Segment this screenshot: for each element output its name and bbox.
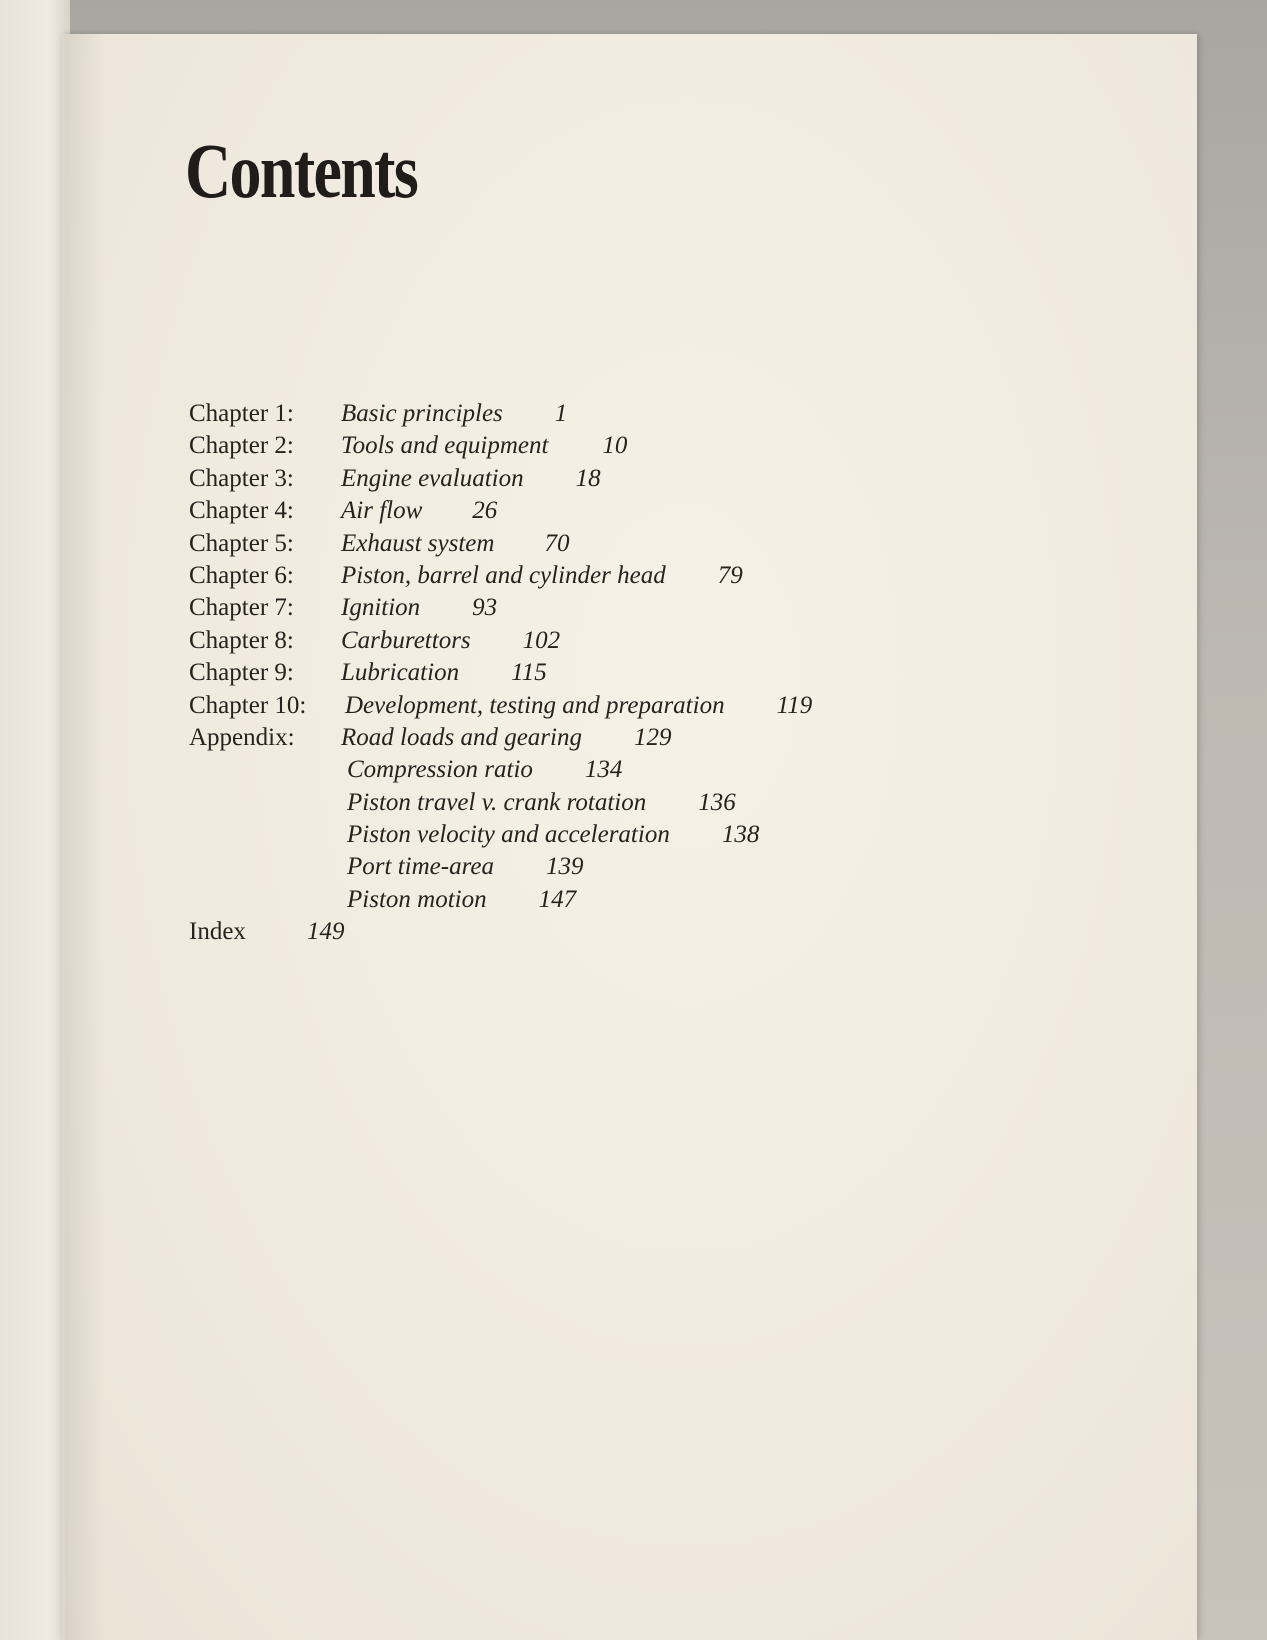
toc-row [189, 465, 1089, 497]
toc-entry [347, 853, 583, 881]
toc-page-number: 134 [584, 756, 623, 784]
toc-label: Appendix: [189, 723, 295, 751]
page-title: Contents [185, 127, 418, 214]
toc-entry [345, 692, 812, 720]
toc-title: Compression ratio [347, 756, 533, 784]
toc-title: Air flow [341, 497, 423, 525]
toc-page-number: 93 [472, 594, 498, 622]
facing-page-edge [0, 0, 70, 1640]
toc-label: Chapter 3: [189, 464, 294, 492]
toc-entry [341, 627, 560, 655]
toc-entry [347, 821, 759, 849]
toc-label: Chapter 9: [189, 659, 294, 687]
toc-entry [341, 400, 567, 428]
toc-entry [347, 789, 736, 817]
toc-row [189, 432, 1089, 464]
page-gutter-shadow [65, 34, 105, 1640]
toc-title: Piston motion [347, 885, 487, 913]
toc-page-number: 10 [602, 432, 628, 460]
toc-row [189, 789, 1089, 821]
toc-row [189, 627, 1089, 659]
toc-title: Development, testing and preparation [345, 691, 725, 719]
toc-label: Chapter 2: [189, 432, 294, 460]
toc-title: Piston travel v. crank rotation [347, 788, 647, 816]
toc-entry [341, 724, 671, 752]
toc-title: Lubrication [341, 659, 460, 687]
toc-row [189, 594, 1089, 626]
toc-title: Port time-area [347, 853, 494, 881]
toc-page-number: 129 [633, 723, 672, 751]
toc-page-number: 1 [554, 400, 568, 427]
toc-label: Chapter 6: [189, 561, 294, 589]
toc-entry [341, 465, 601, 493]
toc-page-number: 26 [472, 497, 498, 525]
toc-row [189, 918, 1089, 950]
toc-label: Chapter 1: [189, 400, 294, 427]
toc-title: Piston, barrel and cylinder head [341, 561, 666, 589]
toc-entry [341, 530, 569, 558]
toc-page-number: 147 [538, 885, 577, 913]
toc-row [189, 530, 1089, 562]
toc-page-number: 138 [721, 821, 760, 849]
toc-page-number: 149 [307, 918, 345, 946]
toc-title: Carburettors [341, 626, 471, 654]
toc-title: Road loads and gearing [341, 723, 582, 751]
toc-title: Basic principles [341, 400, 503, 427]
toc-title: Engine evaluation [341, 464, 524, 492]
toc-title: Tools and equipment [341, 432, 549, 460]
toc-row [189, 497, 1089, 529]
toc-row [189, 886, 1089, 918]
toc-row [189, 562, 1089, 594]
toc-entry [307, 918, 345, 946]
toc-title: Exhaust system [341, 529, 495, 557]
toc-row [189, 853, 1089, 885]
book-page [62, 34, 1197, 1640]
toc-page-number: 115 [511, 659, 547, 687]
toc-page-number: 70 [544, 529, 570, 557]
toc-row [189, 821, 1089, 853]
toc-entry [341, 562, 743, 590]
toc-entry [341, 594, 497, 622]
toc-label: Chapter 8: [189, 626, 294, 654]
toc-entry [341, 659, 547, 687]
toc-label: Chapter 10: [189, 691, 307, 719]
toc-label: Index [189, 918, 246, 946]
toc-page-number: 79 [717, 561, 743, 589]
toc-title: Ignition [341, 594, 421, 622]
toc-title: Piston velocity and acceleration [347, 821, 670, 849]
toc-row [189, 724, 1089, 756]
table-of-contents [189, 400, 1089, 951]
toc-page-number: 139 [545, 853, 584, 881]
toc-page-number: 136 [698, 788, 736, 816]
toc-label: Chapter 4: [189, 497, 294, 525]
toc-label: Chapter 7: [189, 594, 294, 622]
toc-page-number: 102 [522, 626, 561, 654]
toc-page-number: 119 [776, 691, 813, 719]
toc-entry [341, 497, 497, 525]
toc-row [189, 756, 1089, 788]
toc-page-number: 18 [575, 464, 601, 492]
toc-label: Chapter 5: [189, 529, 294, 557]
toc-row [189, 400, 1089, 432]
toc-entry [347, 756, 622, 784]
toc-row [189, 692, 1089, 724]
toc-entry [341, 432, 627, 460]
toc-entry [347, 886, 576, 914]
toc-row [189, 659, 1089, 691]
